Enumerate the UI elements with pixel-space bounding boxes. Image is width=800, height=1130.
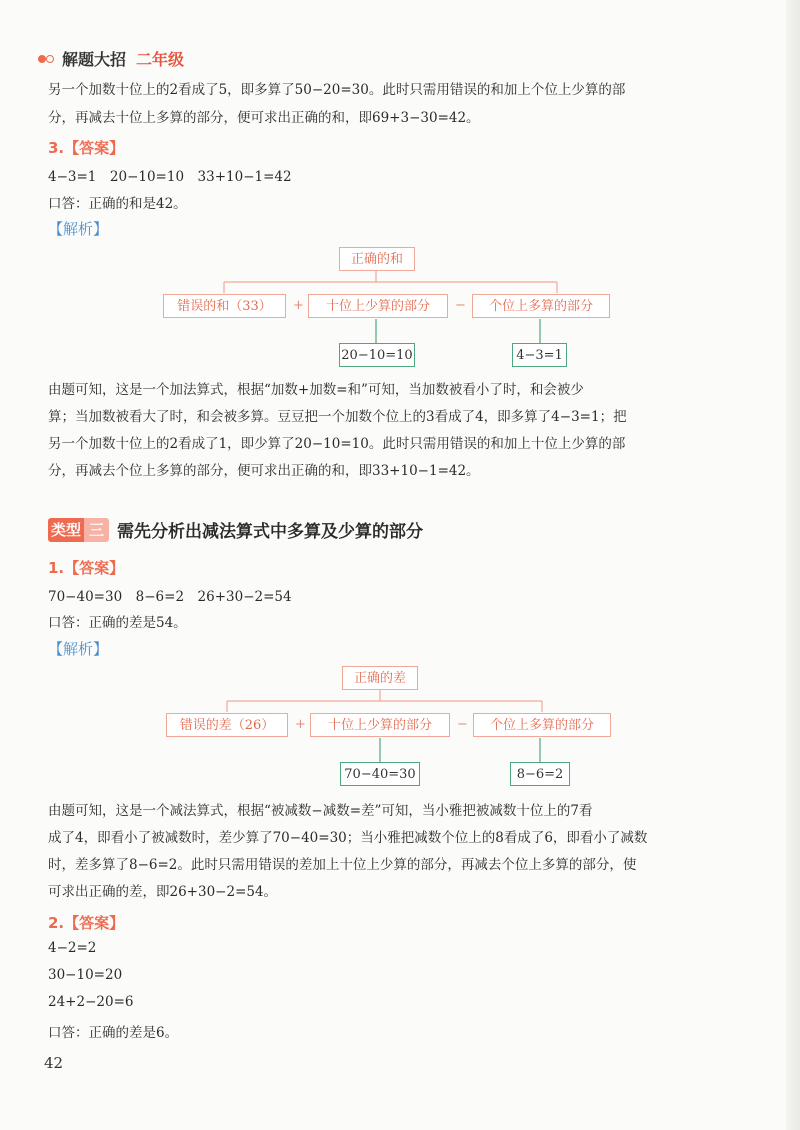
box-ones-overcount: 个位上多算的部分	[472, 294, 610, 318]
header-dots-icon	[38, 53, 58, 65]
s3q1-equations: 70−40=30 8−6=2 26+30−2=54	[48, 589, 292, 605]
s3q2-oral-answer: 口答：正确的差是6。	[48, 1025, 179, 1041]
header-title: 解题大招	[62, 50, 127, 69]
q3-diagram	[0, 246, 800, 371]
minus-sign: −	[457, 717, 468, 732]
box-correct-difference: 正确的差	[342, 666, 418, 690]
s3q1-oral-answer: 口答：正确的差是54。	[48, 615, 187, 631]
page-number: 42	[44, 1054, 64, 1072]
section-title: 需先分析出减法算式中多算及少算的部分	[117, 522, 424, 542]
q3-analysis-label: 【解析】	[48, 220, 109, 238]
s3q1-answer-label: 1.【答案】	[48, 559, 125, 577]
badge-number: 三	[84, 518, 109, 542]
box-tens-undercount: 十位上少算的部分	[308, 294, 448, 318]
box-ones-overcount: 个位上多算的部分	[473, 713, 611, 737]
box-tens-undercount: 十位上少算的部分	[310, 713, 450, 737]
s3q2-answer-label: 2.【答案】	[48, 914, 125, 932]
header-grade: 二年级	[136, 50, 185, 69]
s3q1-explain-line-3: 时，差多算了8−6=2。此时只需用错误的差加上十位上少算的部分，再减去个位上多算的部分，使	[48, 857, 637, 873]
minus-sign: −	[455, 298, 466, 313]
s3q2-eq-2: 30−10=20	[48, 967, 123, 983]
page-edge-shadow	[786, 0, 800, 1130]
q3-answer-label: 3.【答案】	[48, 139, 125, 157]
plus-sign: +	[293, 298, 304, 313]
intro-line-2: 分，再减去十位上多算的部分，便可求出正确的和，即69+3−30=42。	[48, 110, 480, 126]
type-badge	[48, 518, 109, 542]
box-wrong-sum: 错误的和（33）	[163, 294, 286, 318]
q3-explain-line-2: 算；当加数被看大了时，和会被多算。豆豆把一个加数个位上的3看成了4，即多算了4−3=1；把	[48, 409, 627, 425]
box-calc-tens: 70−40=30	[340, 762, 420, 786]
plus-sign: +	[295, 717, 306, 732]
section-heading	[48, 517, 423, 542]
page-header	[38, 47, 184, 70]
s3q1-diagram	[0, 665, 800, 790]
s3q2-eq-3: 24+2−20=6	[48, 994, 134, 1010]
s3q1-explain-line-2: 成了4，即看小了被减数时，差少算了70−40=30；当小雅把减数个位上的8看成了6，即看小了减数	[48, 830, 648, 846]
s3q2-eq-1: 4−2=2	[48, 940, 97, 956]
q3-oral-answer: 口答：正确的和是42。	[48, 196, 187, 212]
intro-line-1: 另一个加数十位上的2看成了5，即多算了50−20=30。此时只需用错误的和加上个位上少算的部	[48, 82, 626, 98]
q3-explain-line-4: 分，再减去个位上多算的部分，便可求出正确的和，即33+10−1=42。	[48, 463, 480, 479]
s3q1-analysis-label: 【解析】	[48, 640, 109, 658]
s3q1-explain-line-1: 由题可知，这是一个减法算式，根据“被减数−减数=差”可知，当小雅把被减数十位上的7看	[48, 803, 593, 819]
q3-explain-line-1: 由题可知，这是一个加法算式，根据“加数+加数=和”可知，当加数被看小了时，和会被少	[48, 382, 584, 398]
box-calc-ones: 8−6=2	[510, 762, 570, 786]
box-calc-ones: 4−3=1	[512, 343, 567, 367]
q3-explain-line-3: 另一个加数十位上的2看成了1，即少算了20−10=10。此时只需用错误的和加上十位上少算的部	[48, 436, 626, 452]
q3-equations: 4−3=1 20−10=10 33+10−1=42	[48, 169, 292, 185]
box-calc-tens: 20−10=10	[339, 343, 415, 367]
box-correct-sum: 正确的和	[339, 247, 415, 271]
box-wrong-difference: 错误的差（26）	[166, 713, 288, 737]
badge-type-text: 类型	[48, 518, 84, 542]
s3q1-explain-line-4: 可求出正确的差，即26+30−2=54。	[48, 884, 278, 900]
